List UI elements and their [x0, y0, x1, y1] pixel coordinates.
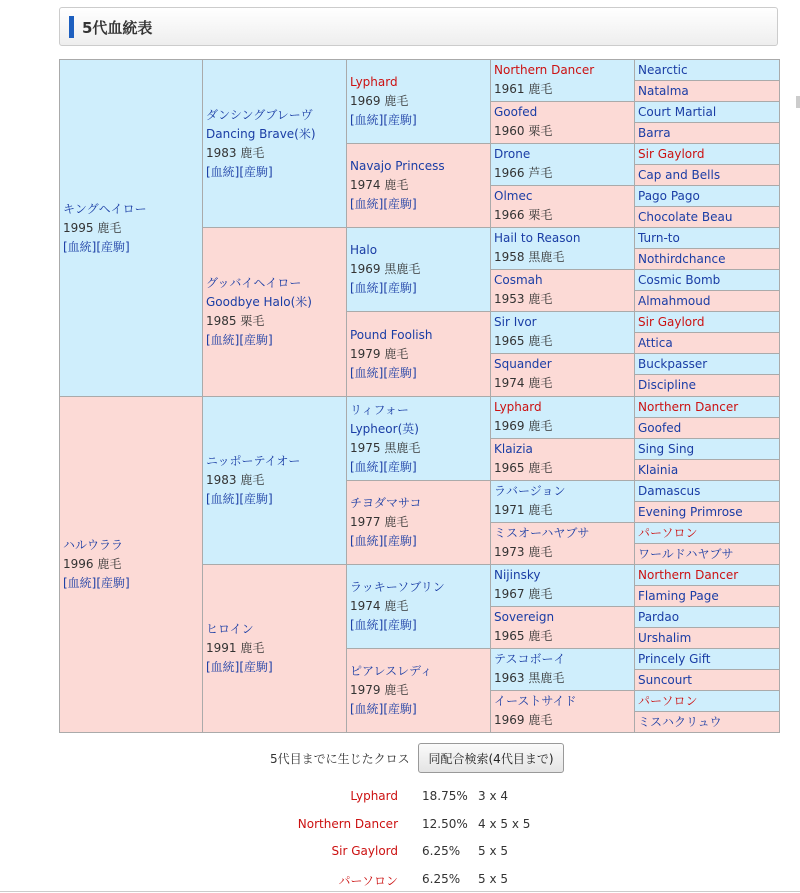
horse-info: 1960 栗毛 — [494, 124, 553, 138]
cross-percent: 18.75% — [422, 789, 468, 803]
cross-percent: 6.25% — [422, 844, 461, 858]
horse-name-link[interactable]: ラバージョン — [494, 484, 566, 498]
horse-name-link[interactable]: Cosmah — [494, 273, 543, 287]
horse-name-link[interactable]: Princely Gift — [638, 652, 711, 666]
cross-generations: 5 x 5 — [478, 844, 508, 858]
pedigree-cell-gen5 — [634, 711, 780, 733]
pedigree-cell-gen5 — [634, 438, 780, 460]
pedigree-cell-gen5 — [634, 669, 780, 691]
pedigree-table — [59, 59, 779, 732]
pedigree-cell-gen2 — [202, 396, 347, 565]
pedigree-cell-gen4 — [490, 564, 635, 607]
pedigree-cell-gen4 — [490, 269, 635, 312]
pedigree-cell-gen5 — [634, 585, 780, 607]
horse-name-link[interactable]: ラッキーソブリン — [350, 580, 445, 594]
pedigree-cell-gen4 — [490, 227, 635, 270]
horse-name-link[interactable]: ミスハクリュウ — [638, 715, 722, 729]
horse-name-link[interactable]: Sir Gaylord — [638, 147, 705, 161]
pedigree-cell-gen5 — [634, 143, 780, 165]
horse-name-en-link[interactable]: Lypheor(英) — [350, 421, 419, 436]
horse-info: 1965 鹿毛 — [494, 629, 553, 643]
pedigree-cell-gen3 — [346, 648, 491, 733]
horse-info: 1963 黒鹿毛 — [494, 671, 565, 685]
section-title: 5代血統表 — [82, 19, 153, 37]
horse-info: 1983 鹿毛 — [206, 473, 265, 487]
pedigree-cell-gen5 — [634, 374, 780, 397]
pedigree-offspring-links[interactable]: [血統][産駒] — [350, 459, 417, 474]
horse-info: 1996 鹿毛 — [63, 557, 122, 571]
horse-name-link[interactable]: Lyphard — [494, 400, 542, 414]
pedigree-cell-gen5 — [634, 311, 780, 333]
pedigree-cell-gen5 — [634, 185, 780, 207]
horse-name-link[interactable]: キングヘイロー — [63, 201, 147, 216]
pedigree-cell-gen4 — [490, 185, 635, 228]
cross-row — [0, 810, 800, 838]
pedigree-cell-gen4 — [490, 522, 635, 565]
cross-horse-link[interactable]: パーソロン — [338, 873, 398, 888]
pedigree-cell-gen5 — [634, 396, 780, 418]
horse-info: 1966 芦毛 — [494, 166, 553, 180]
horse-name-link[interactable]: Sing Sing — [638, 442, 695, 456]
pedigree-offspring-links[interactable]: [血統][産駒] — [206, 660, 273, 674]
pedigree-cell-gen5 — [634, 164, 780, 186]
horse-name-link[interactable]: Flaming Page — [638, 589, 719, 603]
horse-name-link[interactable]: Sir Ivor — [494, 315, 537, 329]
horse-info: 1974 鹿毛 — [350, 178, 409, 192]
horse-name-link[interactable]: Klainia — [638, 463, 679, 477]
horse-info: 1965 鹿毛 — [494, 334, 553, 348]
horse-info: 1966 栗毛 — [494, 208, 553, 222]
horse-name-link[interactable]: Chocolate Beau — [638, 210, 733, 224]
horse-name-link[interactable]: パーソロン — [638, 526, 698, 540]
horse-info: 1977 鹿毛 — [350, 515, 409, 529]
pedigree-cell-gen4 — [490, 606, 635, 649]
horse-name-link[interactable]: パーソロン — [638, 694, 698, 708]
horse-name-link[interactable]: Damascus — [638, 484, 701, 498]
horse-info: 1973 鹿毛 — [494, 545, 553, 559]
horse-name-link[interactable]: Halo — [350, 243, 378, 257]
horse-name-link[interactable]: Turn-to — [638, 231, 680, 245]
horse-name-link[interactable]: グッバイヘイロー — [206, 276, 302, 290]
horse-name-link[interactable]: Discipline — [638, 378, 697, 392]
horse-info: 1983 鹿毛 — [206, 145, 265, 160]
horse-info: 1974 鹿毛 — [494, 376, 553, 390]
pedigree-cell-gen5 — [634, 269, 780, 291]
pedigree-cell-gen5 — [634, 80, 780, 102]
horse-name-link[interactable]: Hail to Reason — [494, 231, 581, 245]
pedigree-cell-gen3 — [346, 564, 491, 649]
pedigree-cell-gen5 — [634, 480, 780, 502]
horse-info: 1967 鹿毛 — [494, 587, 553, 601]
bottom-divider — [0, 891, 800, 892]
horse-name-link[interactable]: ダンシングブレーヴ — [206, 107, 313, 122]
horse-name-en-link[interactable]: Dancing Brave(米) — [206, 126, 316, 141]
cross-percent: 6.25% — [422, 871, 461, 886]
pedigree-cell-gen4 — [490, 143, 635, 186]
horse-name-link[interactable]: Evening Primrose — [638, 505, 743, 519]
horse-name-link[interactable]: Drone — [494, 147, 531, 161]
horse-name-en-link[interactable]: Goodbye Halo(米) — [206, 295, 312, 309]
cross-horse-link[interactable]: Northern Dancer — [297, 816, 398, 831]
horse-name-link[interactable]: Attica — [638, 336, 673, 350]
pedigree-cell-gen5 — [634, 501, 780, 523]
horse-name-link[interactable]: Sir Gaylord — [638, 315, 705, 329]
pedigree-cell-gen2 — [202, 227, 347, 397]
pedigree-cell-gen4 — [490, 353, 635, 397]
horse-name-link[interactable]: Nijinsky — [494, 568, 541, 582]
horse-info: 1991 鹿毛 — [206, 641, 265, 655]
pedigree-cell-gen4 — [490, 396, 635, 439]
horse-info: 1969 鹿毛 — [494, 713, 553, 727]
horse-info: 1965 鹿毛 — [494, 461, 553, 475]
horse-name-link[interactable]: チヨダマサコ — [350, 496, 422, 510]
horse-info: 1969 鹿毛 — [494, 419, 553, 433]
cross-horse-link[interactable]: Lyphard — [350, 789, 398, 803]
section-header — [59, 7, 778, 46]
pedigree-cell-gen5 — [634, 564, 780, 586]
horse-name-link[interactable]: Barra — [638, 126, 671, 140]
pedigree-offspring-links[interactable]: [血統][産駒] — [350, 534, 417, 548]
pedigree-offspring-links[interactable]: [血統][産駒] — [350, 702, 417, 716]
horse-name-link[interactable]: Almahmoud — [638, 294, 711, 308]
pedigree-cell-gen4 — [490, 59, 635, 102]
horse-name-link[interactable]: Pago Pago — [638, 189, 700, 203]
horse-name-link[interactable]: Urshalim — [638, 631, 692, 645]
pedigree-offspring-links[interactable]: [血統][産駒] — [63, 239, 130, 254]
horse-name-link[interactable]: Nearctic — [638, 63, 688, 77]
horse-name-link[interactable]: Navajo Princess — [350, 159, 445, 173]
horse-name-link[interactable]: Squander — [494, 357, 552, 371]
horse-info: 1971 鹿毛 — [494, 503, 553, 517]
pedigree-offspring-links[interactable]: [血統][産駒] — [350, 113, 417, 127]
pedigree-offspring-links[interactable]: [血統][産駒] — [350, 618, 417, 632]
pedigree-offspring-links[interactable]: [血統][産駒] — [206, 492, 273, 506]
pedigree-cell-gen5 — [634, 332, 780, 354]
horse-name-link[interactable]: テスコボーイ — [494, 652, 566, 666]
pedigree-cell-gen3 — [346, 311, 491, 397]
pedigree-cell-gen5 — [634, 543, 780, 565]
horse-info: 1979 鹿毛 — [350, 346, 409, 361]
cross-row — [0, 782, 800, 810]
pedigree-cell-gen3 — [346, 480, 491, 565]
horse-info: 1958 黒鹿毛 — [494, 250, 565, 264]
pedigree-cell-gen3 — [346, 143, 491, 228]
pedigree-cell-gen4 — [490, 690, 635, 733]
horse-name-link[interactable]: Olmec — [494, 189, 533, 203]
pedigree-cell-gen5 — [634, 122, 780, 144]
cross-generations: 3 x 4 — [478, 789, 508, 803]
horse-name-link[interactable]: イーストサイド — [494, 694, 577, 708]
pedigree-cell-gen5 — [634, 522, 780, 544]
horse-info: 1969 黒鹿毛 — [350, 262, 421, 276]
pedigree-cell-gen4 — [490, 480, 635, 523]
horse-name-link[interactable]: Klaizia — [494, 442, 533, 456]
pedigree-cell-gen4 — [490, 438, 635, 481]
pedigree-cell-gen1 — [59, 59, 203, 397]
horse-name-link[interactable]: ハルウララ — [63, 538, 124, 552]
pedigree-cell-gen5 — [634, 606, 780, 628]
cross-toolbar — [0, 743, 800, 773]
pedigree-cell-gen4 — [490, 311, 635, 354]
horse-name-link[interactable]: Cap and Bells — [638, 168, 721, 182]
horse-name-link[interactable]: Buckpasser — [638, 357, 708, 371]
pedigree-cell-gen5 — [634, 648, 780, 670]
pedigree-cell-gen3 — [346, 59, 491, 144]
same-mating-search-button[interactable]: 同配合検索(4代目まで) — [418, 743, 564, 773]
horse-name-link[interactable]: Northern Dancer — [494, 63, 595, 77]
pedigree-cell-gen5 — [634, 459, 780, 481]
horse-name-link[interactable]: ニッポーテイオー — [206, 454, 301, 468]
horse-name-link[interactable]: Sovereign — [494, 610, 555, 624]
pedigree-cell-gen5 — [634, 227, 780, 249]
horse-info: 1979 鹿毛 — [350, 683, 409, 697]
horse-info: 1974 鹿毛 — [350, 599, 409, 613]
pedigree-offspring-links[interactable]: [血統][産駒] — [206, 164, 273, 179]
pedigree-cell-gen5 — [634, 248, 780, 270]
pedigree-offspring-links[interactable]: [血統][産駒] — [206, 333, 273, 347]
pedigree-cell-gen2 — [202, 564, 347, 733]
horse-info: 1961 鹿毛 — [494, 82, 553, 96]
pedigree-cell-gen5 — [634, 353, 780, 375]
horse-name-link[interactable]: Pound Foolish — [350, 327, 433, 342]
cross-generations: 5 x 5 — [478, 871, 508, 886]
horse-name-link[interactable]: Suncourt — [638, 673, 693, 687]
pedigree-cell-gen5 — [634, 417, 780, 439]
header-accent-bar — [69, 16, 74, 38]
pedigree-cell-gen3 — [346, 227, 491, 312]
horse-info: 1985 栗毛 — [206, 314, 265, 328]
pedigree-cell-gen4 — [490, 648, 635, 691]
pedigree-cell-gen5 — [634, 206, 780, 228]
cross-row — [0, 837, 800, 865]
horse-name-link[interactable]: ワールドハヤブサ — [638, 547, 734, 561]
pedigree-cell-gen5 — [634, 101, 780, 123]
horse-info: 1995 鹿毛 — [63, 220, 122, 235]
horse-name-link[interactable]: ヒロイン — [206, 622, 254, 636]
pedigree-offspring-links[interactable]: [血統][産駒] — [63, 576, 130, 590]
horse-info: 1969 鹿毛 — [350, 94, 409, 108]
scrollbar-thumb[interactable] — [796, 96, 800, 108]
horse-name-link[interactable]: ミスオーハヤブサ — [494, 526, 590, 540]
horse-name-link[interactable]: Northern Dancer — [638, 568, 739, 582]
horse-name-link[interactable]: Nothirdchance — [638, 252, 726, 266]
horse-name-link[interactable]: Pardao — [638, 610, 680, 624]
horse-name-link[interactable]: Lyphard — [350, 75, 398, 89]
pedigree-offspring-links[interactable]: [血統][産駒] — [350, 197, 417, 211]
pedigree-offspring-links[interactable]: [血統][産駒] — [350, 365, 417, 380]
cross-label: 5代目までに生じたクロス — [270, 752, 410, 766]
pedigree-cell-gen2 — [202, 59, 347, 228]
pedigree-cell-gen5 — [634, 690, 780, 712]
cross-row — [0, 865, 800, 893]
horse-name-link[interactable]: リィフォー — [350, 402, 409, 417]
pedigree-offspring-links[interactable]: [血統][産駒] — [350, 281, 417, 295]
horse-name-link[interactable]: Northern Dancer — [638, 400, 739, 414]
horse-name-link[interactable]: Goofed — [638, 421, 682, 435]
horse-name-link[interactable]: Court Martial — [638, 105, 717, 119]
cross-horse-link[interactable]: Sir Gaylord — [331, 844, 398, 858]
cross-percent: 12.50% — [422, 816, 468, 831]
horse-name-link[interactable]: Cosmic Bomb — [638, 273, 721, 287]
horse-name-link[interactable]: ピアレスレディ — [350, 664, 433, 678]
horse-name-link[interactable]: Goofed — [494, 105, 538, 119]
pedigree-cell-gen1 — [59, 396, 203, 733]
pedigree-cell-gen4 — [490, 101, 635, 144]
pedigree-cell-gen5 — [634, 627, 780, 649]
horse-info: 1975 黒鹿毛 — [350, 440, 421, 455]
cross-list — [0, 782, 800, 892]
horse-info: 1953 鹿毛 — [494, 292, 553, 306]
pedigree-cell-gen3 — [346, 396, 491, 481]
pedigree-cell-gen5 — [634, 59, 780, 81]
pedigree-cell-gen5 — [634, 290, 780, 312]
cross-generations: 4 x 5 x 5 — [478, 816, 531, 831]
horse-name-link[interactable]: Natalma — [638, 84, 689, 98]
